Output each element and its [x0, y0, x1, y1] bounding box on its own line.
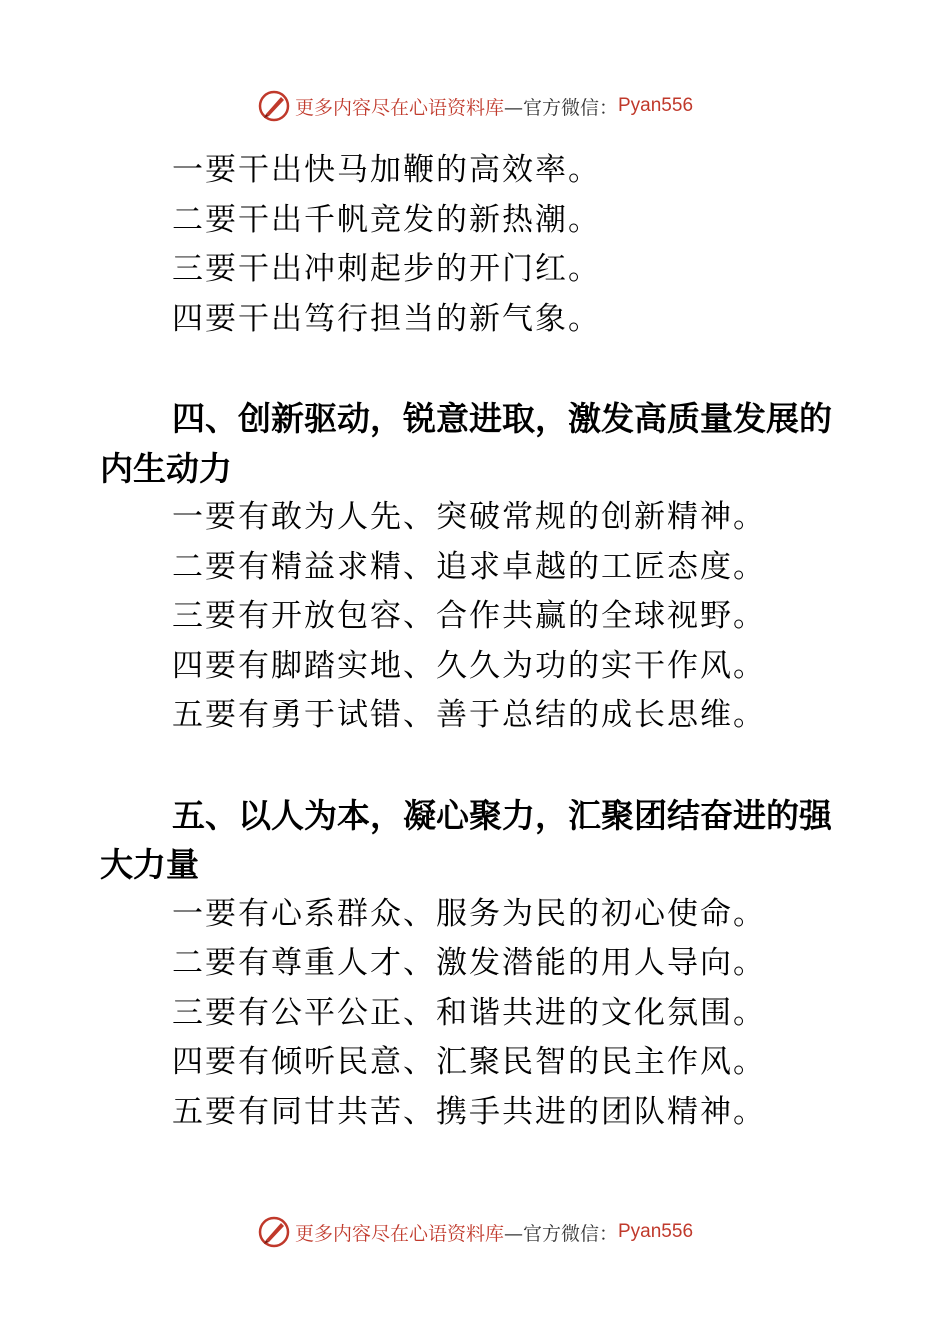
section-heading-4: 四、创新驱动，锐意进取，激发高质量发展的内生动力: [100, 399, 832, 488]
list-item: 一要干出快马加鞭的高效率。: [172, 152, 601, 188]
list-item: 二要有精益求精、追求卓越的工匠态度。: [172, 548, 766, 585]
banner-prefix-text: 更多内容尽在心语资料库: [294, 1222, 504, 1245]
list-item: 五要有勇于试错、善于总结的成长思维。: [172, 697, 766, 733]
list-item: 三要有公平公正、和谐共进的文化氛围。: [172, 994, 766, 1031]
list-item: 四要干出笃行担当的新气象。: [172, 300, 601, 337]
list-item: 四要有倾听民意、汇聚民智的民主作风。: [172, 1044, 766, 1080]
list-item: 一要有心系群众、服务为民的初心使命。: [172, 895, 766, 932]
list-item: 二要干出千帆竞发的新热潮。: [172, 201, 601, 238]
section-heading-5: 五、以人为本，凝心聚力，汇聚团结奋进的强大力量: [100, 795, 832, 884]
banner-wechat-id: Pyan556: [618, 95, 694, 116]
list-item: 三要有开放包容、合作共赢的全球视野。: [172, 598, 766, 634]
footer-watermark-banner: [0, 1212, 950, 1252]
list-item: 五要有同甘共苦、携手共进的团队精神。: [172, 1093, 766, 1130]
list-item: 二要有尊重人才、激发潜能的用人导向。: [172, 945, 766, 981]
list-item: 四要有脚踏实地、久久为功的实干作风。: [172, 647, 766, 684]
banner-suffix-text: —官方微信：: [503, 96, 618, 119]
pen-logo-icon: [257, 89, 291, 123]
banner-prefix-text: 更多内容尽在心语资料库: [294, 96, 504, 119]
list-item: 三要干出冲刺起步的开门红。: [172, 251, 601, 287]
header-watermark-banner: [0, 86, 950, 126]
banner-wechat-id: Pyan556: [618, 1221, 694, 1242]
pen-logo-icon: [257, 1215, 291, 1249]
list-item: 一要有敢为人先、突破常规的创新精神。: [172, 499, 766, 535]
banner-suffix-text: —官方微信：: [503, 1222, 618, 1245]
document-body: [0, 146, 950, 1137]
